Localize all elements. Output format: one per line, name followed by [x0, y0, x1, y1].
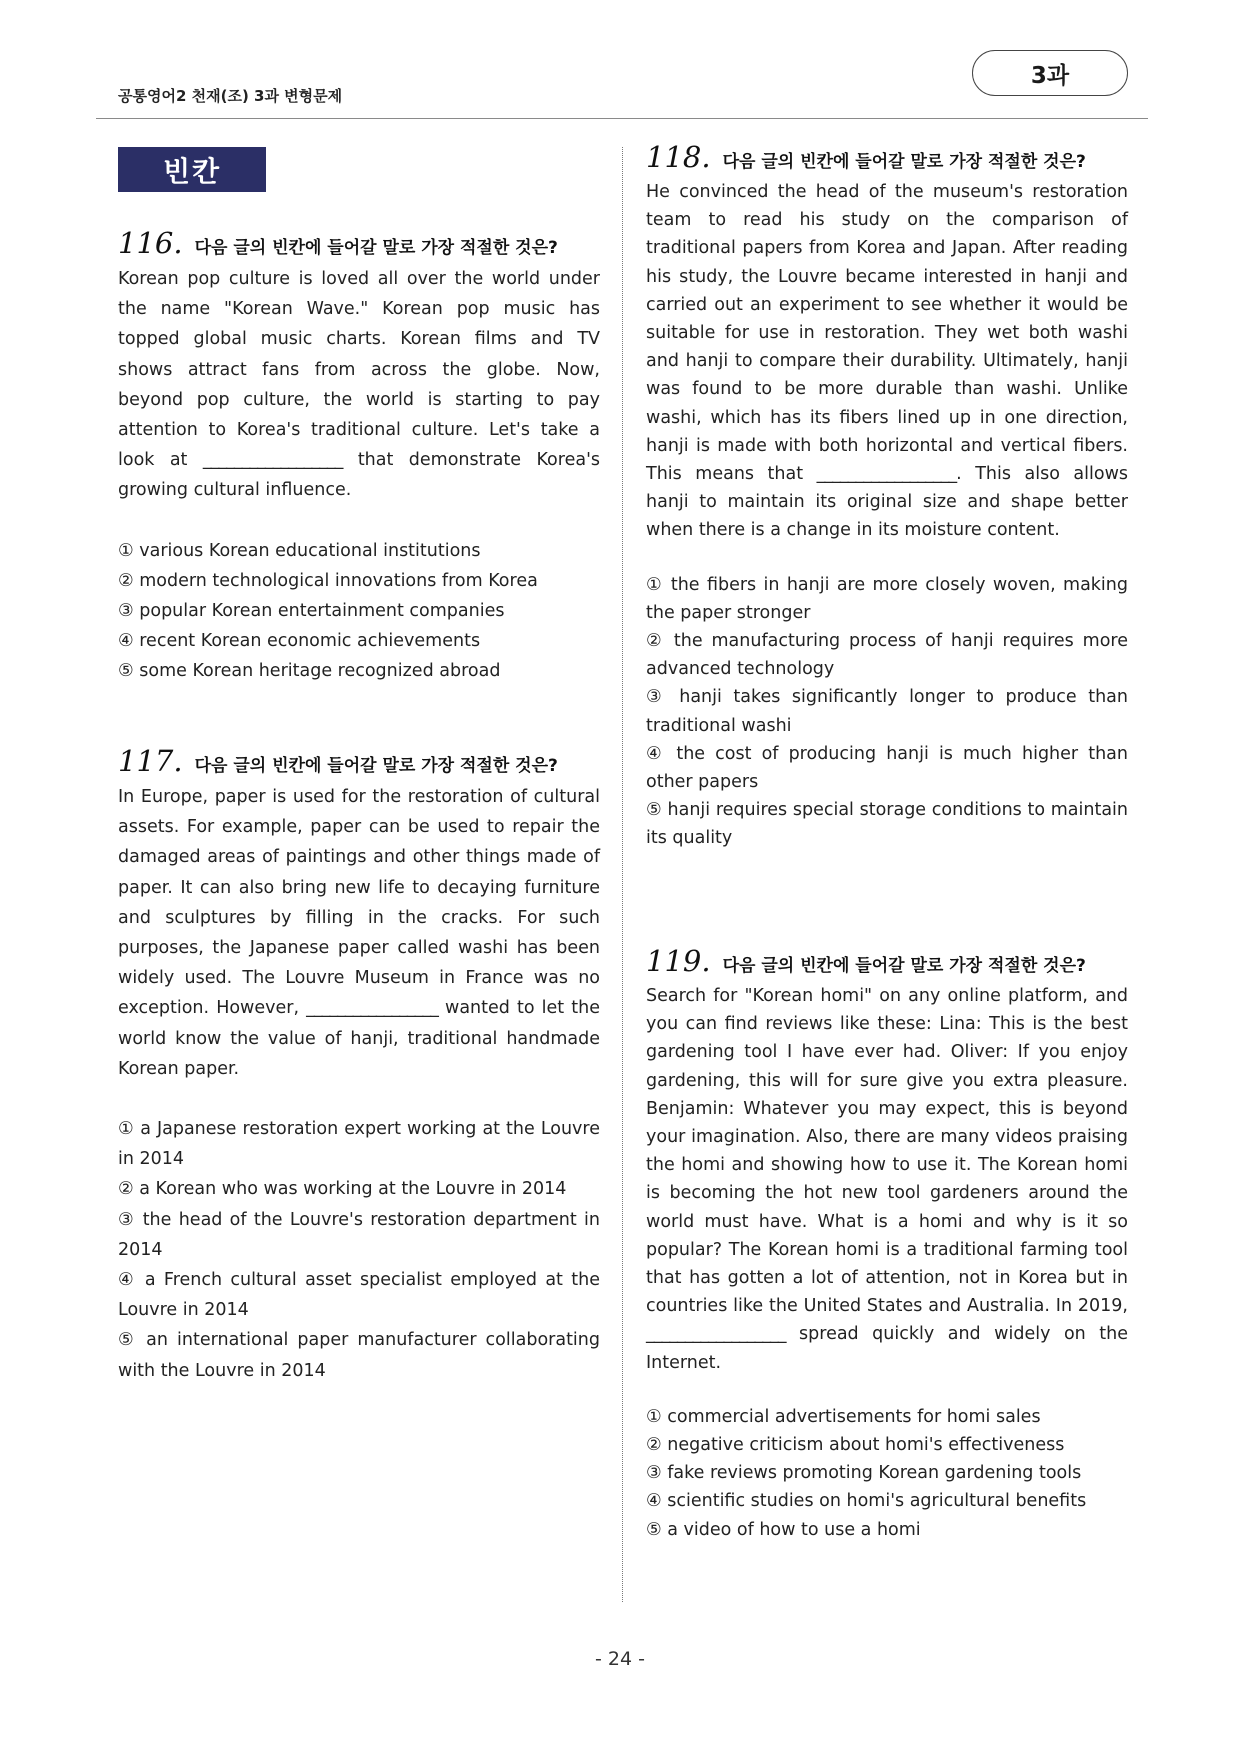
answer-option[interactable]: ① various Korean educational institutions [118, 540, 481, 561]
answer-blank: __________________ [646, 1324, 786, 1345]
answer-option[interactable]: ⑤ a video of how to use a homi [646, 1519, 921, 1540]
question-116 [118, 226, 600, 687]
question-number: 119. [646, 944, 711, 978]
answer-option[interactable]: ④ the cost of producing hanji is much higher than other papers [646, 743, 1128, 793]
answer-option[interactable]: ④ a French cultural asset specialist employed at the Louvre in 2014 [118, 1270, 600, 1321]
passage-text: wanted to let the world know the value of hanji, traditional handmade Korean paper. [118, 998, 600, 1079]
answer-option[interactable]: ② negative criticism about homi's effectiveness [646, 1435, 1065, 1456]
question-instruction: 다음 글의 빈칸에 들어갈 말로 가장 적절한 것은? [722, 152, 1086, 172]
question-passage [118, 264, 600, 506]
passage-text: that demonstrate Korea's growing cultural influence. [118, 450, 600, 501]
answer-blank: __________________ [816, 464, 957, 485]
answer-option[interactable]: ③ fake reviews promoting Korean gardening tools [646, 1463, 1082, 1484]
passage-text: . This also allows hanji to maintain its original size and shape better when there is a change in its moisture content. [646, 464, 1128, 541]
question-heading [646, 140, 1128, 174]
answer-options [646, 1403, 1128, 1544]
answer-option[interactable]: ⑤ hanji requires special storage conditions to maintain its quality [646, 800, 1128, 849]
answer-options [118, 536, 600, 687]
question-passage [646, 982, 1128, 1377]
question-118 [646, 140, 1128, 853]
answer-option[interactable]: ② the manufacturing process of hanji requires more advanced technology [646, 631, 1128, 680]
answer-option[interactable]: ① the fibers in hanji are more closely woven, making the paper stronger [646, 574, 1128, 623]
passage-text: He convinced the head of the museum's restoration team to read his study on the comparison of traditional papers from Korea and Japan. After reading his study, the Louvre became interested in hanji and carried out an experiment to see whether it would be suitable for use in restoration. They wet both washi and hanji to compare their durability. Ultimately, hanji was found to be more durable than washi. Unlike washi, which has its fibers lined up in one direction, hanji is made with both horizontal and vertical fibers. This means that [646, 182, 1128, 485]
answer-option[interactable]: ① commercial advertisements for homi sales [646, 1406, 1041, 1427]
document-header-title: 공통영어2 천재(조) 3과 변형문제 [118, 87, 343, 105]
question-heading [118, 744, 600, 778]
question-number: 117. [118, 744, 183, 778]
answer-option[interactable]: ③ the head of the Louvre's restoration department in 2014 [118, 1209, 600, 1260]
header-divider [96, 118, 1148, 119]
passage-text: Korean pop culture is loved all over the world under the name "Korean Wave." Korean pop music has topped global music charts. Korean films and TV shows attract fans from across the globe. Now, beyond pop culture, the world is starting to pay attention to Korea's traditional culture. Let's take a look at [118, 269, 600, 471]
passage-text: Search for "Korean homi" on any online platform, and you can find reviews like these: Lina: This is the best gardening tool I have ever had. Oliver: If you enjoy gardening, this will for sure give you extra pleasure. Benjamin: Whatever you may expect, this is beyond your imagination. Also, there are many videos praising the homi and showing how to use it. The Korean homi is becoming the hot new tool gardeners around the world must have. What is a homi and why is it so popular? The Korean homi is a traditional farming tool that has gotten a lot of attention, not in Korea but in countries like the United States and Australia. In 2019, [646, 986, 1128, 1317]
answer-option[interactable]: ⑤ some Korean heritage recognized abroad [118, 661, 501, 682]
answer-option[interactable]: ④ scientific studies on homi's agricultural benefits [646, 1491, 1087, 1512]
question-119 [646, 944, 1128, 1544]
answer-option[interactable]: ④ recent Korean economic achievements [118, 631, 481, 652]
answer-option[interactable]: ⑤ an international paper manufacturer collaborating with the Louvre in 2014 [118, 1330, 600, 1381]
answer-blank: _________________ [306, 998, 438, 1019]
column-divider [622, 147, 623, 1602]
lesson-badge: 3과 [972, 50, 1128, 96]
question-117 [118, 744, 600, 1386]
answer-option[interactable]: ③ hanji takes significantly longer to produce than traditional washi [646, 687, 1128, 736]
question-instruction: 다음 글의 빈칸에 들어갈 말로 가장 적절한 것은? [194, 238, 558, 258]
answer-option[interactable]: ② modern technological innovations from Korea [118, 570, 538, 591]
question-number: 118. [646, 140, 711, 174]
answer-options [118, 1114, 600, 1386]
question-instruction: 다음 글의 빈칸에 들어갈 말로 가장 적절한 것은? [722, 956, 1086, 976]
passage-text: spread quickly and widely on the Internet. [646, 1324, 1128, 1373]
question-passage [118, 782, 600, 1084]
answer-option[interactable]: ② a Korean who was working at the Louvre in 2014 [118, 1179, 567, 1200]
question-heading [118, 226, 600, 260]
passage-text: In Europe, paper is used for the restoration of cultural assets. For example, paper can be used to repair the damaged areas of paintings and other things made of paper. It can also bring new life to decaying furniture and sculptures by filling in the cracks. For such purposes, the Japanese paper called washi has been widely used. The Louvre Museum in France was no exception. However, [118, 787, 600, 1019]
question-number: 116. [118, 226, 183, 260]
question-passage [646, 178, 1128, 545]
answer-option[interactable]: ③ popular Korean entertainment companies [118, 601, 505, 622]
answer-option[interactable]: ① a Japanese restoration expert working at the Louvre in 2014 [118, 1119, 600, 1170]
answer-options [646, 571, 1128, 853]
question-instruction: 다음 글의 빈칸에 들어갈 말로 가장 적절한 것은? [194, 756, 558, 776]
question-heading [646, 944, 1128, 978]
answer-blank: __________________ [202, 450, 343, 471]
section-label: 빈칸 [118, 147, 266, 192]
page-number: - 24 - [595, 1648, 645, 1670]
